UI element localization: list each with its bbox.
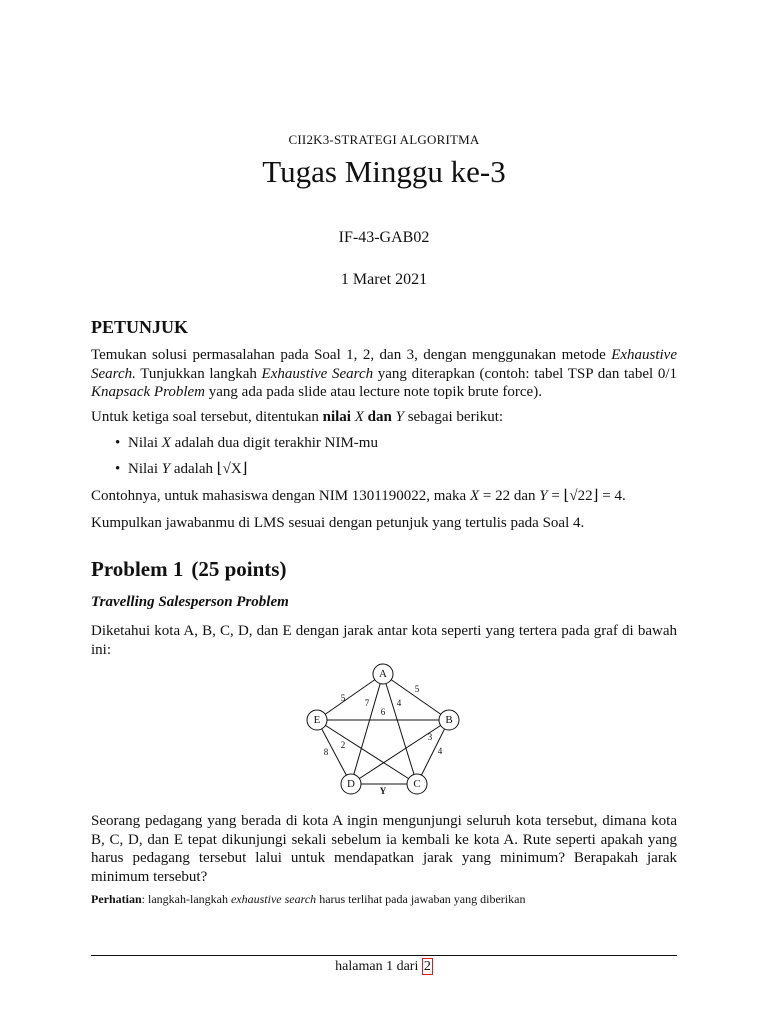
edge-label-a-e: 5: [340, 693, 346, 703]
example-paragraph: Contohnya, untuk mahasiswa dengan NIM 1301190022, maka X = 22 dan Y = ⌊√22⌋ = 4.: [91, 488, 626, 504]
node-label-c: C: [413, 778, 421, 790]
page-footer: halaman 1 dari 2: [335, 959, 431, 974]
list-item: • Nilai X adalah dua digit terakhir NIM-mu: [115, 435, 378, 451]
edge-label-d-c: Y: [379, 786, 387, 796]
class-group: IF-43-GAB02: [338, 229, 430, 246]
edge-label-e-d: 8: [323, 747, 329, 757]
edge-label-a-b: 5: [414, 684, 420, 694]
bullet-icon: •: [115, 435, 121, 451]
edge-b-c: [417, 720, 449, 784]
node-label-e: E: [313, 714, 321, 726]
tsp-graph: [301, 660, 471, 800]
edge-a-e: [317, 674, 383, 720]
total-pages-link[interactable]: 2: [423, 959, 431, 974]
problem-1-note: Perhatian: langkah-langkah exhaustive search harus terlihat pada jawaban yang diberikan: [91, 892, 526, 906]
problem-1-intro: Diketahui kota A, B, C, D, dan E dengan jarak antar kota seperti yang tertera pada graf di bawah ini:: [91, 623, 677, 658]
bullet-icon: •: [115, 461, 121, 477]
variable-definition-list: [91, 434, 677, 486]
course-code: CII2K3-STRATEGI ALGORITMA: [288, 132, 480, 147]
submission-paragraph: Kumpulkan jawabanmu di LMS sesuai dengan petunjuk yang tertulis pada Soal 4.: [91, 515, 585, 531]
document-title: Tugas Minggu ke-3: [262, 154, 506, 189]
document-date: 1 Maret 2021: [340, 271, 428, 288]
edge-e-d: [317, 720, 351, 784]
document-page: [91, 0, 677, 1024]
node-label-a: A: [379, 668, 387, 680]
edge-a-d: [351, 674, 383, 784]
instruction-paragraph-1: Temukan solusi permasalahan pada Soal 1, 2, dan 3, dengan menggunakan metode Exhaustive Search. Tunjukkan langkah Exhaustive Search yang diterapkan (contoh: tabel TSP dan tabel 0/1 Knapsack Problem yang ada pada slide atau lecture note topik brute force).: [91, 347, 677, 400]
section-heading-petunjuk: PETUNJUK: [91, 317, 189, 337]
edge-a-c: [380, 674, 417, 784]
problem-1-heading: Problem 1 (25 points): [91, 557, 287, 581]
problem-1-subtitle: Travelling Salesperson Problem: [91, 594, 289, 610]
instruction-paragraph-2: Untuk ketiga soal tersebut, ditentukan nilai X dan Y sebagai berikut:: [91, 409, 504, 425]
edge-label-a-d: 7: [364, 698, 370, 708]
footer-divider: [91, 955, 677, 956]
floor-sqrt-formula: ⌊√X⌋: [216, 461, 248, 477]
edge-label-a-c: 4: [396, 698, 402, 708]
edge-label-b-d: 3: [427, 732, 433, 742]
node-label-b: B: [445, 714, 453, 726]
problem-1-question: Seorang pedagang yang berada di kota A ingin mengunjungi seluruh kota tersebut, dimana kota B, C, D, dan E tepat dikunjungi sekali sebelum ia kembali ke kota A. Rute seperti apakah yang harus pedagang tersebut lalui untuk mendapatkan jarak yang minimum? Berapakah jarak minimum tersebut?: [91, 813, 677, 885]
edge-label-e-c: 2: [340, 740, 346, 750]
edge-label-b-c: 4: [437, 746, 443, 756]
edge-a-b: [380, 674, 449, 720]
node-label-d: D: [347, 778, 355, 790]
edge-label-e-b: 6: [380, 707, 386, 717]
list-item: • Nilai Y adalah ⌊√X⌋: [115, 461, 248, 477]
